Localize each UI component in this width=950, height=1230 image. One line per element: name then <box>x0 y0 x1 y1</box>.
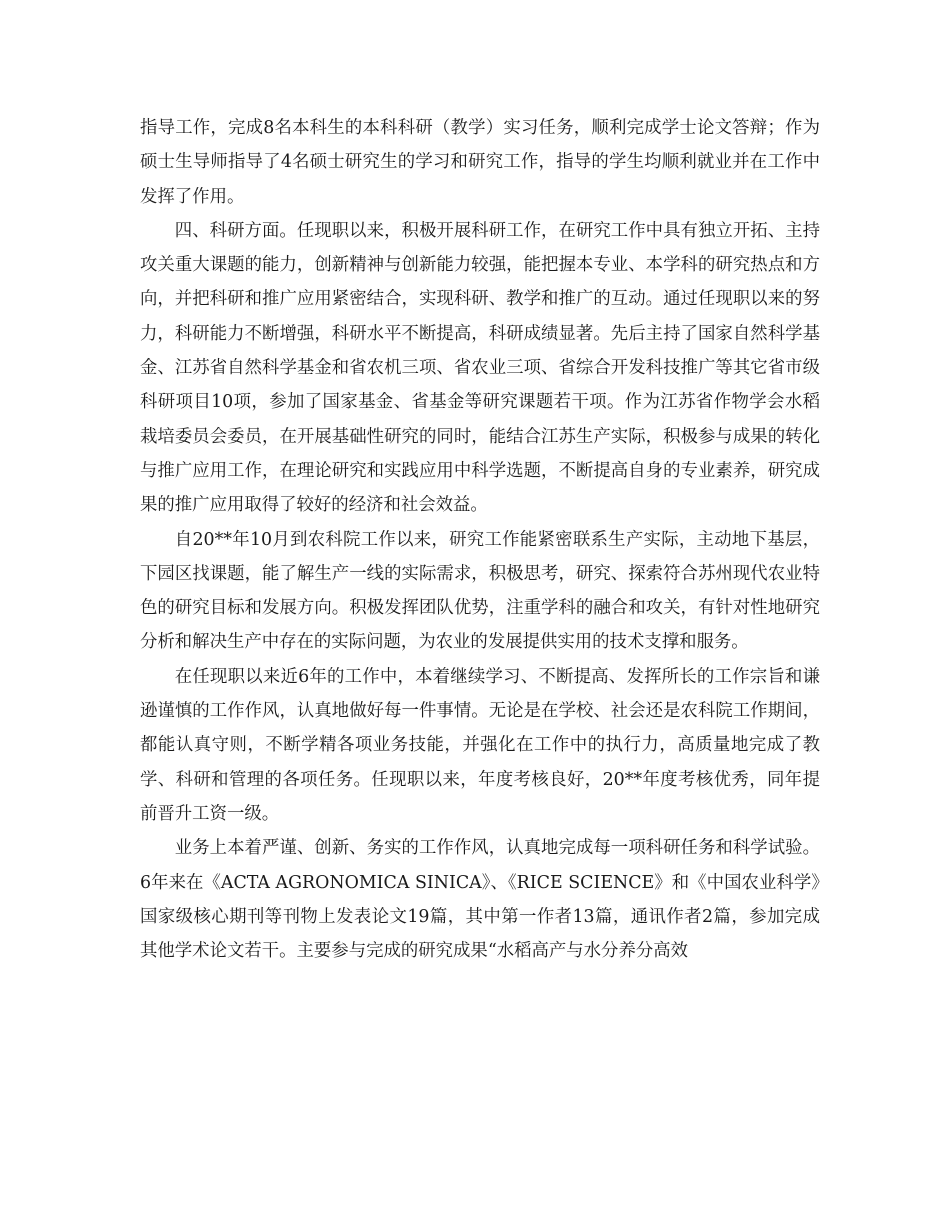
paragraph-research: 四、科研方面。任现职以来，积极开展科研工作，在研究工作中具有独立开拓、主持攻关重大课题的能力，创新精神与创新能力较强，能把握本专业、本学科的研究热点和方向，并把科研和推广应用紧密结合，实现科研、教学和推广的互动。通过任现职以来的努力，科研能力不断增强，科研水平不断提高，科研成绩显著。先后主持了国家自然科学基金、江苏省自然科学基金和省农机三项、省农业三项、省综合开发科技推广等其它省市级科研项目10项，参加了国家基金、省基金等研究课题若干项。作为江苏省作物学会水稻栽培委员会委员，在开展基础性研究的同时，能结合江苏生产实际，积极参与成果的转化与推广应用工作，在理论研究和实践应用中科学选题，不断提高自身的专业素养，研究成果的推广应用取得了较好的经济和社会效益。 <box>140 220 820 516</box>
paragraph-work-attitude: 在任现职以来近6年的工作中，本着继续学习、不断提高、发挥所长的工作宗旨和谦逊谨慎的工作作风，认真地做好每一件事情。无论是在学校、社会还是农科院工作期间，都能认真守则，不断学精各项业务技能，并强化在工作中的执行力，高质量地完成了教学、科研和管理的各项任务。任现职以来，年度考核良好，20**年度考核优秀，同年提前晋升工资一级。 <box>140 666 820 824</box>
document-body <box>140 111 820 968</box>
paragraph-continuation: 指导工作，完成8名本科生的本科科研（教学）实习任务，顺利完成学士论文答辩；作为硕士生导师指导了4名硕士研究生的学习和研究工作，指导的学生均顺利就业并在工作中发挥了作用。 <box>140 118 820 207</box>
paragraph-academy-work: 自20**年10月到农科院工作以来，研究工作能紧密联系生产实际，主动地下基层，下园区找课题，能了解生产一线的实际需求，积极思考，研究、探索符合苏州现代农业特色的研究目标和发展方向。积极发挥团队优势，注重学科的融合和攻关，有针对性地研究分析和解决生产中存在的实际问题，为农业的发展提供实用的技术支撑和服务。 <box>140 529 820 653</box>
paragraph-publications: 业务上本着严谨、创新、务实的工作作风，认真地完成每一项科研任务和科学试验。6年来在《ACTA AGRONOMICA SINICA》、《RICE SCIENCE》和《中国农业科学》国家级核心期刊等刊物上发表论文19篇，其中第一作者13篇，通讯作者2篇，参加完成其他学术论文若干。主要参与完成的研究成果“水稻高产与水分养分高效 <box>140 838 820 962</box>
